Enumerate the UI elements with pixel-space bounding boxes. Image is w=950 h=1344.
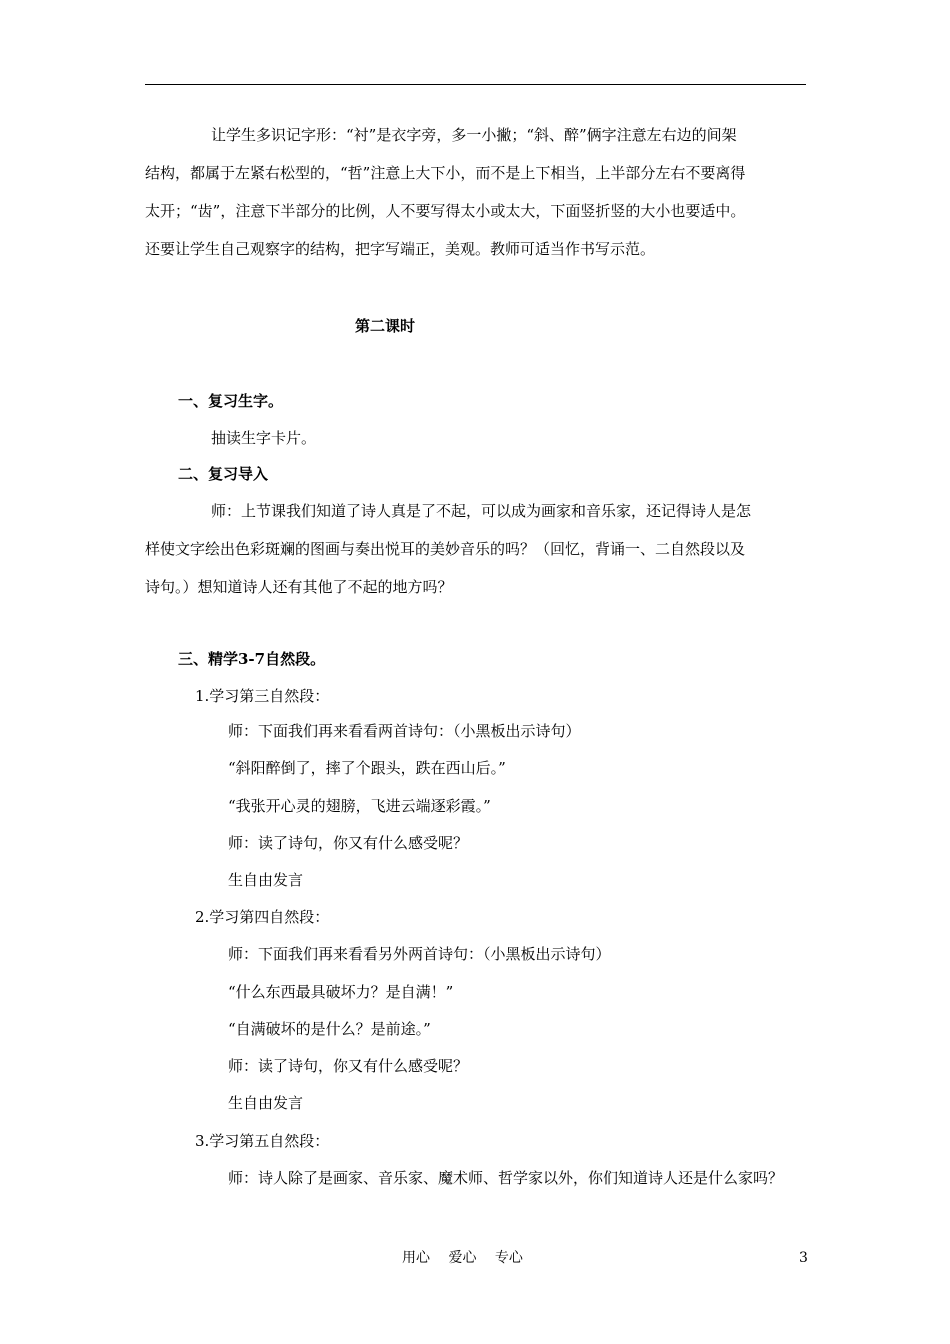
item2-line-3: “自满破坏的是什么？是前途。” [228,1020,431,1038]
intro-line-3: 太开；“齿”，注意下半部分的比例，人不要写得太小或太大，下面竖折竖的大小也要适中。 [145,202,746,220]
item1-line-5: 生自由发言 [228,871,304,889]
item3-line-1: 师：诗人除了是画家、音乐家、魔术师、哲学家以外，你们知道诗人还是什么家吗？ [228,1169,784,1187]
item3-title: 3.学习第五自然段： [195,1132,330,1150]
footer-motto: 用心 爱心 专心 [402,1250,523,1266]
item2-line-1: 师：下面我们再来看看另外两首诗句：（小黑板出示诗句） [228,945,611,963]
item2-line-5: 生自由发言 [228,1094,304,1112]
item2-line-4: 师：读了诗句，你又有什么感受呢？ [228,1057,469,1075]
item1-line-3: “我张开心灵的翅膀，飞进云端逐彩霞。” [228,797,491,815]
section2-line-1: 师：上节课我们知道了诗人真是了不起，可以成为画家和音乐家，还记得诗人是怎 [211,502,752,520]
section1-heading: 一、复习生字。 [178,392,284,410]
item1-line-4: 师：读了诗句，你又有什么感受呢？ [228,834,469,852]
page-number: 3 [799,1250,808,1266]
section2-heading: 二、复习导入 [178,465,269,483]
section2-line-2: 样使文字绘出色彩斑斓的图画与奏出悦耳的美妙音乐的吗？（回忆，背诵一、二自然段以及 [145,540,746,558]
lesson-title: 第二课时 [355,317,416,335]
intro-line-1: 让学生多识记字形：“衬”是衣字旁，多一小撇；“斜、醉”俩字注意左右边的间架 [211,126,737,144]
section3-heading: 三、精学3-7自然段。 [178,650,326,668]
item2-line-2: “什么东西最具破坏力？是自满！” [228,983,454,1001]
header-rule [145,84,806,85]
item1-line-1: 师：下面我们再来看看两首诗句：（小黑板出示诗句） [228,722,581,740]
section2-line-3: 诗句。）想知道诗人还有其他了不起的地方吗？ [145,578,453,596]
section1-body: 抽读生字卡片。 [211,429,317,447]
item2-title: 2.学习第四自然段： [195,908,330,926]
intro-line-4: 还要让学生自己观察字的结构，把字写端正，美观。教师可适当作书写示范。 [145,240,656,258]
item1-title: 1.学习第三自然段： [195,687,330,705]
intro-line-2: 结构，都属于左紧右松型的，“哲”注意上大下小，而不是上下相当，上半部分左右不要离得 [145,164,746,182]
item1-line-2: “斜阳醉倒了，摔了个跟头，跌在西山后。” [228,759,506,777]
